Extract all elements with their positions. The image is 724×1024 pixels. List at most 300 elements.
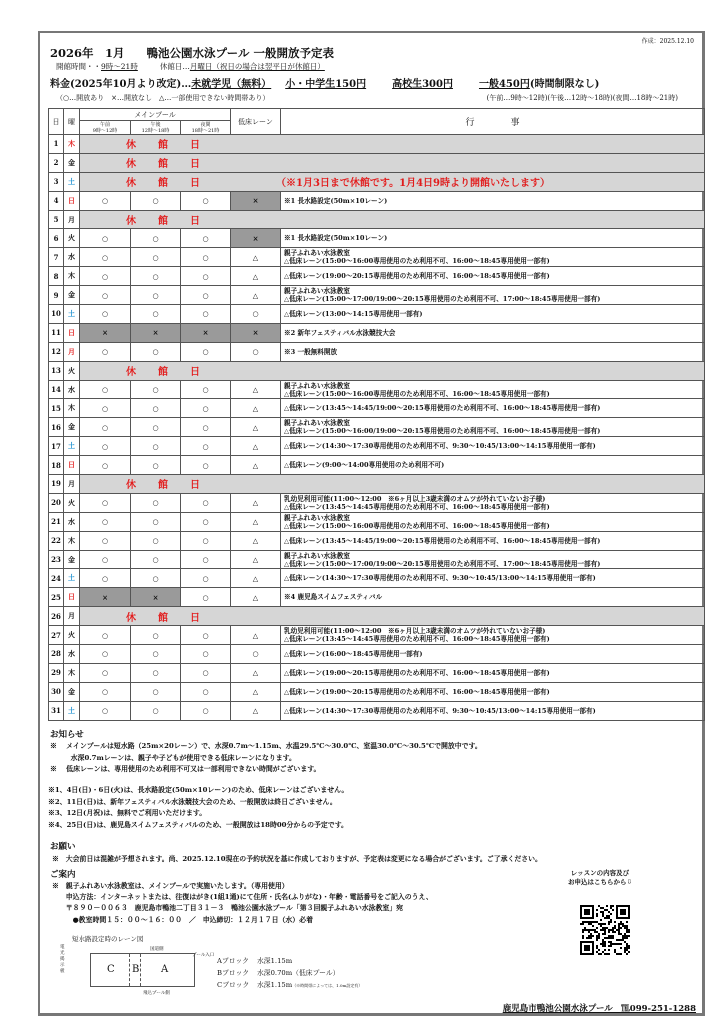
day-number: 10 <box>49 305 64 324</box>
event-line: ※1 長水路設定(50m×10レーン) <box>284 234 388 243</box>
qr-module <box>620 921 622 923</box>
event-line: ※1 長水路設定(50m×10レーン) <box>284 196 388 205</box>
status-shallow: ○ <box>231 342 281 361</box>
qr-module <box>608 935 610 937</box>
table-row <box>49 531 705 550</box>
status-pm: × <box>131 588 181 607</box>
qr-module <box>588 947 590 949</box>
title-month: 2026年 1月 <box>50 46 125 60</box>
table-row <box>49 550 705 569</box>
qr-module <box>610 929 612 931</box>
day-number: 8 <box>49 267 64 286</box>
status-shallow: △ <box>231 512 281 531</box>
qr-module <box>596 951 598 953</box>
status-am: ○ <box>80 531 131 550</box>
status-am: ○ <box>80 305 131 324</box>
qr-module <box>624 935 626 937</box>
qr-module <box>622 917 624 919</box>
qr-module <box>586 921 588 923</box>
qr-module <box>628 945 630 947</box>
status-shallow: △ <box>231 399 281 418</box>
qr-module <box>592 929 594 931</box>
closed-day-cell <box>80 210 705 229</box>
qr-module <box>628 911 630 913</box>
event-cell <box>281 305 705 324</box>
status-am: ○ <box>80 248 131 267</box>
qr-module <box>620 909 622 911</box>
qr-module <box>612 929 614 931</box>
status-am: ○ <box>80 645 131 664</box>
block-depths <box>217 955 362 992</box>
qr-module <box>612 909 614 911</box>
event-cell <box>281 645 705 664</box>
status-pm: ○ <box>131 286 181 305</box>
status-pm: ○ <box>131 663 181 682</box>
table-row <box>49 607 705 626</box>
day-of-week: 土 <box>64 305 80 324</box>
qr-module <box>584 911 586 913</box>
qr-module <box>590 923 592 925</box>
block-b: B <box>132 964 140 975</box>
guide-line: ※ 親子ふれあい水泳教室は、メインプールで実施いたします。（専用使用） <box>52 882 289 890</box>
day-of-week: 金 <box>64 550 80 569</box>
table-row <box>49 323 705 342</box>
qr-module <box>608 915 610 917</box>
qr-module <box>626 943 628 945</box>
status-night: ○ <box>181 512 231 531</box>
qr-module <box>600 929 602 931</box>
qr-module <box>612 943 614 945</box>
qr-module <box>606 915 608 917</box>
header-day: 日 <box>49 109 64 135</box>
status-am: ○ <box>80 456 131 475</box>
hours-value: 9時～21時 <box>101 62 138 71</box>
qr-module <box>580 953 582 955</box>
event-line: 乳幼児利用可能(11:00～12:00 ※6ヶ月以上3歳未満のオムツが外れていないお子様) <box>284 494 546 503</box>
status-night: ○ <box>181 248 231 267</box>
footnotes <box>48 785 348 831</box>
status-pm: ○ <box>131 531 181 550</box>
day-of-week: 水 <box>64 645 80 664</box>
block-c-depth: Cブロック 水深1.15m（※時間帯によっては、1.0m設定有） <box>217 981 363 989</box>
qr-module <box>618 943 620 945</box>
day-of-week: 木 <box>64 135 80 154</box>
closed-label: 休館日 <box>126 140 222 152</box>
fees <box>50 75 599 90</box>
status-shallow: △ <box>231 588 281 607</box>
qr-module <box>622 937 624 939</box>
qr-module <box>584 953 586 955</box>
footnote: ※3、12日(月祝)は、無料でご利用いただけます。 <box>48 809 207 817</box>
status-am: ○ <box>80 229 131 248</box>
qr-module <box>606 927 608 929</box>
qr-module <box>624 933 626 935</box>
event-line: △低床レーン(15:00～16:00/19:00～20:15専用使用のため利用不可、16:00～18:45専用使用一部有) <box>284 427 601 436</box>
closed-label: 休館日 <box>126 612 222 624</box>
qr-module <box>598 933 600 935</box>
qr-module <box>584 941 586 943</box>
event-line: △低床レーン(14:30～17:30専用使用のため利用不可、9:30～10:45/13:00～14:15専用使用一部有) <box>284 574 596 583</box>
status-am: ○ <box>80 267 131 286</box>
guide-line: 申込方法：インターネットまたは、往復はがき(1組1通)にて住所・氏名(ふりがな)・年齢・電話番号をご記入のうえ、 <box>52 893 433 902</box>
qr-module <box>586 909 588 911</box>
status-night: ○ <box>181 380 231 399</box>
notice-line: ※ 低床レーンは、専用使用のため利用不可又は一部利用できない時間がございます。 <box>50 765 321 773</box>
qr-module <box>580 947 582 949</box>
table-row <box>49 248 705 267</box>
day-number: 7 <box>49 248 64 267</box>
qr-module <box>592 947 594 949</box>
qr-module <box>616 939 618 941</box>
day-of-week: 火 <box>64 229 80 248</box>
status-night: ○ <box>181 399 231 418</box>
qr-module <box>586 949 588 951</box>
qr-module <box>628 935 630 937</box>
day-of-week: 火 <box>64 361 80 380</box>
closed-label: 休館日… <box>159 62 190 71</box>
event-line: △低床レーン(13:00～14:15専用使用一部有) <box>284 309 423 318</box>
qr-module <box>624 951 626 953</box>
status-am: ○ <box>80 191 131 210</box>
status-pm: ○ <box>131 267 181 286</box>
status-shallow: △ <box>231 437 281 456</box>
event-cell <box>281 342 705 361</box>
qr-module <box>590 953 592 955</box>
qr-module <box>594 921 596 923</box>
hours-label: 開館時間・・ <box>56 62 101 71</box>
event-line: 親子ふれあい水泳教室 <box>284 287 350 296</box>
qr-module <box>586 941 588 943</box>
qr-module <box>582 921 584 923</box>
qr-module <box>582 917 584 919</box>
qr-module <box>604 949 606 951</box>
qr-module <box>604 929 606 931</box>
status-am: ○ <box>80 626 131 645</box>
qr-module <box>602 929 604 931</box>
qr-module <box>626 917 628 919</box>
footnote: ※1、4日(日)・6日(火)は、長水路設定(50m×10レーン)のため、低床レーンはございません。 <box>48 786 349 794</box>
status-pm: ○ <box>131 305 181 324</box>
qr-module <box>584 949 586 951</box>
header-am: 午前 9時～12時 <box>80 121 131 135</box>
qr-module <box>600 953 602 955</box>
opening-hours <box>56 61 325 72</box>
day-number: 29 <box>49 663 64 682</box>
event-line: △低床レーン(14:30～17:30専用使用のため利用不可、9:30～10:45/13:00～14:15専用使用一部有) <box>284 442 596 451</box>
notice-line: ※ メインプールは短水路（25m×20レーン）で、水深0.7m～1.15m、水温29.5℃～30.0℃、室温30.0℃～30.5℃で開放中です。 <box>50 742 482 750</box>
table-row <box>49 645 705 664</box>
event-cell <box>281 663 705 682</box>
footer-contact: 鹿児島市鴨池公園水泳プール ℡099-251-1288 <box>502 1004 696 1014</box>
status-shallow: △ <box>231 626 281 645</box>
qr-module <box>616 907 618 909</box>
qr-module <box>598 935 600 937</box>
qr-module <box>608 917 610 919</box>
qr-module <box>624 911 626 913</box>
day-of-week: 水 <box>64 380 80 399</box>
qr-module <box>618 925 620 927</box>
qr-module <box>592 913 594 915</box>
status-night: ○ <box>181 569 231 588</box>
qr-module <box>592 921 594 923</box>
status-am: ○ <box>80 569 131 588</box>
qr-module <box>602 951 604 953</box>
event-line: 親子ふれあい水泳教室 <box>284 249 350 258</box>
qr-module <box>614 949 616 951</box>
day-number: 16 <box>49 418 64 437</box>
qr-module <box>586 911 588 913</box>
qr-module <box>592 945 594 947</box>
qr-module <box>618 929 620 931</box>
status-am: ○ <box>80 380 131 399</box>
qr-module <box>628 931 630 933</box>
qr-module <box>592 917 594 919</box>
qr-module <box>588 937 590 939</box>
schedule-table <box>48 108 705 721</box>
qr-code[interactable] <box>580 905 630 955</box>
qr-module <box>622 935 624 937</box>
day-number: 15 <box>49 399 64 418</box>
status-shallow: × <box>231 323 281 342</box>
qr-module <box>588 909 590 911</box>
status-night: ○ <box>181 645 231 664</box>
qr-module <box>602 907 604 909</box>
status-night: ○ <box>181 267 231 286</box>
day-of-week: 日 <box>64 191 80 210</box>
table-row <box>49 701 705 720</box>
day-number: 23 <box>49 550 64 569</box>
status-night: ○ <box>181 456 231 475</box>
qr-module <box>610 919 612 921</box>
event-line: 親子ふれあい水泳教室 <box>284 381 350 390</box>
status-night: ○ <box>181 531 231 550</box>
status-pm: ○ <box>131 645 181 664</box>
day-number: 28 <box>49 645 64 664</box>
event-line: △低床レーン(16:00～18:45専用使用一部有) <box>284 649 423 658</box>
qr-module <box>604 917 606 919</box>
status-shallow: △ <box>231 248 281 267</box>
qr-module <box>626 945 628 947</box>
event-cell <box>281 588 705 607</box>
event-line: △低床レーン(15:00～17:00/19:00～20:15専用使用のため利用不可、17:00～18:45専用使用一部有) <box>284 559 601 568</box>
qr-module <box>604 943 606 945</box>
qr-module <box>610 945 612 947</box>
qr-module <box>616 905 618 907</box>
status-pm: ○ <box>131 456 181 475</box>
qr-module <box>620 947 622 949</box>
event-line: 親子ふれあい水泳教室 <box>284 551 350 560</box>
day-number: 25 <box>49 588 64 607</box>
status-night: ○ <box>181 701 231 720</box>
qr-module <box>616 929 618 931</box>
qr-module <box>606 937 608 939</box>
day-number: 18 <box>49 456 64 475</box>
day-of-week: 金 <box>64 418 80 437</box>
qr-module <box>614 951 616 953</box>
qr-module <box>624 909 626 911</box>
day-of-week: 木 <box>64 531 80 550</box>
status-am: ○ <box>80 663 131 682</box>
qr-module <box>612 937 614 939</box>
qr-module <box>588 905 590 907</box>
qr-module <box>586 947 588 949</box>
event-cell <box>281 512 705 531</box>
event-cell <box>281 248 705 267</box>
qr-module <box>626 927 628 929</box>
lane-diagram-title: 短水路設定時のレーン図 <box>72 935 144 943</box>
table-row <box>49 475 705 494</box>
fee-label: 料金(2025年10月より改定)… <box>50 79 192 90</box>
qr-module <box>596 947 598 949</box>
day-of-week: 土 <box>64 701 80 720</box>
qr-module <box>596 915 598 917</box>
status-night: ○ <box>181 418 231 437</box>
qr-module <box>580 911 582 913</box>
closed-note: （※1月3日まで休館です。1月4日9時より開館いたします） <box>276 178 550 190</box>
page-title <box>50 45 334 61</box>
qr-module <box>598 923 600 925</box>
qr-module <box>592 949 594 951</box>
qr-module <box>582 905 584 907</box>
qr-module <box>608 945 610 947</box>
closed-day-cell <box>80 135 705 154</box>
qr-module <box>588 935 590 937</box>
qr-module <box>600 925 602 927</box>
title-name: 鴨池公園水泳プール 一般開放予定表 <box>146 46 334 60</box>
qr-module <box>588 911 590 913</box>
qr-module <box>580 905 582 907</box>
qr-module <box>604 909 606 911</box>
day-number: 6 <box>49 229 64 248</box>
guide-lines <box>52 881 433 926</box>
status-shallow: △ <box>231 682 281 701</box>
status-pm: ○ <box>131 399 181 418</box>
status-shallow: △ <box>231 456 281 475</box>
lane-left-label: 電光掲示板 <box>60 945 65 974</box>
event-cell <box>281 399 705 418</box>
qr-module <box>612 905 614 907</box>
qr-module <box>624 937 626 939</box>
event-cell <box>281 267 705 286</box>
event-cell <box>281 191 705 210</box>
qr-module <box>614 925 616 927</box>
qr-module <box>580 909 582 911</box>
qr-module <box>586 905 588 907</box>
schedule-sheet <box>38 31 705 1016</box>
status-shallow: △ <box>231 550 281 569</box>
table-row <box>49 418 705 437</box>
qr-module <box>596 927 598 929</box>
guide-line: ●教室時間１５：００～１６：００ ／ 申込締切：１２月１７日（水）必着 <box>52 915 313 924</box>
status-shallow: ○ <box>231 645 281 664</box>
qr-module <box>608 921 610 923</box>
block-c: C <box>107 964 115 975</box>
qr-module <box>584 913 586 915</box>
qr-module <box>616 953 618 955</box>
event-cell <box>281 418 705 437</box>
notice-title: お知らせ <box>50 730 84 740</box>
qr-module <box>626 905 628 907</box>
qr-module <box>624 941 626 943</box>
event-line: △低床レーン(13:45～14:45専用使用のため利用不可、16:00～18:45専用使用一部有) <box>284 502 550 511</box>
qr-module <box>622 939 624 941</box>
day-number: 2 <box>49 153 64 172</box>
qr-module <box>584 921 586 923</box>
status-pm: ○ <box>131 550 181 569</box>
qr-module <box>610 943 612 945</box>
event-cell <box>281 380 705 399</box>
status-shallow: △ <box>231 286 281 305</box>
day-of-week: 土 <box>64 437 80 456</box>
event-cell <box>281 229 705 248</box>
status-pm: ○ <box>131 569 181 588</box>
created-date: 作成：2025.12.10 <box>641 38 694 45</box>
status-night: ○ <box>181 305 231 324</box>
day-number: 13 <box>49 361 64 380</box>
lane-right-label: プール入口 <box>192 953 215 958</box>
day-number: 26 <box>49 607 64 626</box>
qr-module <box>608 929 610 931</box>
status-pm: ○ <box>131 380 181 399</box>
qr-module <box>598 937 600 939</box>
status-night: ○ <box>181 229 231 248</box>
qr-module <box>628 951 630 953</box>
qr-module <box>588 941 590 943</box>
event-cell <box>281 437 705 456</box>
day-number: 12 <box>49 342 64 361</box>
qr-module <box>606 917 608 919</box>
status-shallow: △ <box>231 267 281 286</box>
event-line: 乳幼児利用可能(11:00～12:00 ※6ヶ月以上3歳未満のオムツが外れていないお子様) <box>284 627 546 636</box>
qr-module <box>626 925 628 927</box>
qr-module <box>586 945 588 947</box>
status-night: ○ <box>181 682 231 701</box>
status-pm: ○ <box>131 229 181 248</box>
block-b-depth: Bブロック 水深0.70m（低床プール） <box>217 969 340 977</box>
qr-module <box>584 909 586 911</box>
status-night: ○ <box>181 588 231 607</box>
qr-module <box>622 923 624 925</box>
qr-module <box>624 949 626 951</box>
status-night: ○ <box>181 626 231 645</box>
event-line: ※3 一般無料開放 <box>284 347 338 356</box>
status-shallow: × <box>231 229 281 248</box>
day-number: 30 <box>49 682 64 701</box>
qr-module <box>586 913 588 915</box>
status-night: ○ <box>181 191 231 210</box>
qr-module <box>582 929 584 931</box>
closed-label: 休館日 <box>126 367 222 379</box>
day-number: 27 <box>49 626 64 645</box>
event-line: △低床レーン(13:45～14:45/19:00～20:15専用使用のため利用不可、16:00～18:45専用使用一部有) <box>284 404 601 413</box>
day-number: 20 <box>49 493 64 512</box>
qr-module <box>596 909 598 911</box>
status-am: ○ <box>80 701 131 720</box>
qr-module <box>596 931 598 933</box>
day-of-week: 金 <box>64 153 80 172</box>
qr-module <box>600 907 602 909</box>
qr-module <box>612 931 614 933</box>
day-number: 14 <box>49 380 64 399</box>
request-title: お願い <box>50 842 76 852</box>
event-line: △低床レーン(19:00～20:15専用使用のため利用不可、16:00～18:45専用使用一部有) <box>284 668 550 677</box>
day-number: 19 <box>49 475 64 494</box>
qr-module <box>624 913 626 915</box>
qr-module <box>602 923 604 925</box>
day-of-week: 金 <box>64 682 80 701</box>
event-line: △低床レーン(15:00～16:00専用使用のため利用不可、16:00～18:45専用使用一部有) <box>284 389 550 398</box>
qr-module <box>604 937 606 939</box>
